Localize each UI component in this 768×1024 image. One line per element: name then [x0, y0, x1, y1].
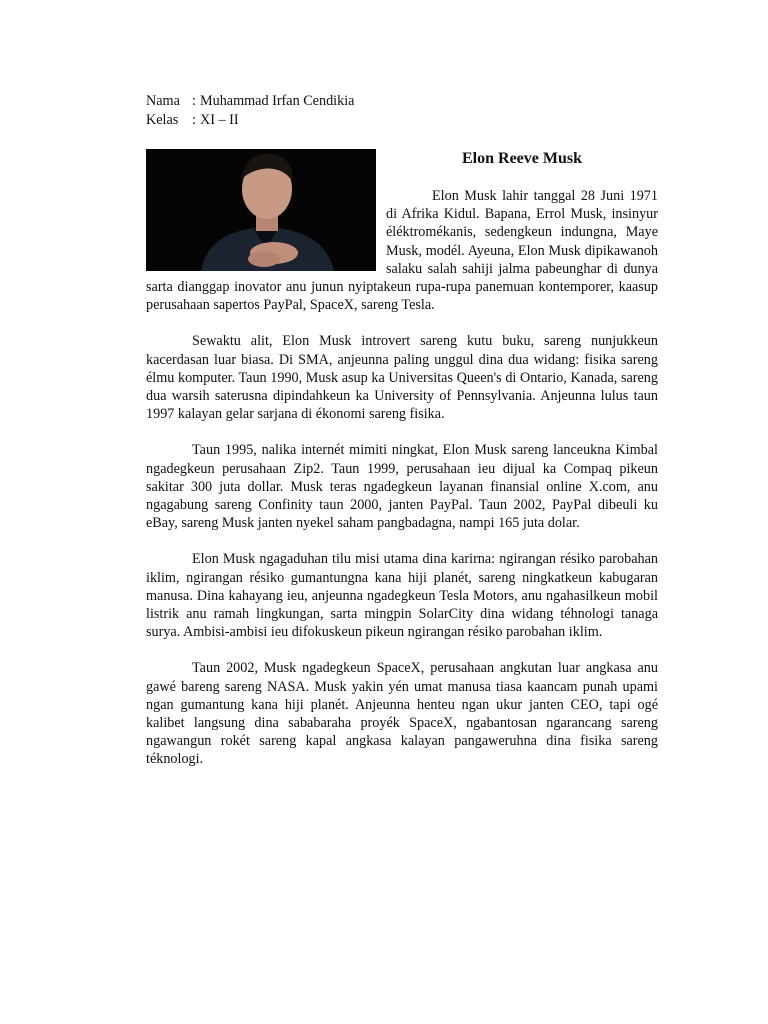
- article: [146, 149, 658, 769]
- paragraph-3: Taun 1995, nalika internét mimiti ningkat, Elon Musk sareng lanceukna Kimbal ngadegkeun perusahaan Zip2. Taun 1999, perusahaan ieu dijual ka Compaq pikeun sakitar 300 juta dollar. Musk teras ngadegkeun layanan finansial online X.com, anu ngagabung sareng Confinity taun 2000, janten PayPal. Taun 2002, PayPal dibeuli ku eBay, sareng Musk janten nyekel saham pangbadagna, nampi 165 juta dolar.: [146, 442, 658, 532]
- student-info: [146, 92, 658, 130]
- name-row: [146, 92, 658, 111]
- portrait-illustration: [146, 149, 376, 271]
- portrait-photo: [146, 149, 376, 271]
- name-label: Nama: [146, 93, 180, 109]
- name-separator: :: [192, 93, 196, 109]
- name-value: Muhammad Irfan Cendikia: [200, 93, 355, 109]
- article-title: Elon Reeve Musk: [462, 150, 582, 167]
- paragraph-5: Taun 2002, Musk ngadegkeun SpaceX, perusahaan angkutan luar angkasa anu gawé bareng sareng NASA. Musk yakin yén umat manusa tiasa kaancam punah upami ngan gumantung kana hiji planét. Anjeunna henteu ngan ukur janten CEO, tapi ogé kalibet langsung dina sababaraha proyék SpaceX, ngabantosan ngarancang sareng ngawangun rokét sareng kapal angkasa kalayan pangaweruhna dina fisika sareng téknologi.: [146, 660, 658, 768]
- paragraph-2: Sewaktu alit, Elon Musk introvert sareng kutu buku, sareng nunjukkeun kacerdasan luar biasa. Di SMA, anjeunna paling unggul dina dua widang: fisika sareng élmu komputer. Taun 1990, Musk asup ka Universitas Queen's di Ontario, Kanada, sareng dua warsih saterusna dipindahkeun ka University of Pennsylvania. Anjeunna lulus taun 1997 kalayan gelar sarjana di ékonomi sareng fisika.: [146, 333, 658, 423]
- paragraph-1: Elon Musk lahir tanggal 28 Juni 1971 di Afrika Kidul. Bapana, Errol Musk, insinyur éléktromékanis, sedengkeun indungna, Maye Musk, modél. Ayeuna, Elon Musk dipikawanoh salaku salah sahiji jalma pabeunghar di dunya sarta dianggap inovator anu junun nyiptakeun rupa-rupa panemuan kontemporer, kaasup perusahaan sapertos PayPal, SpaceX, sareng Tesla.: [146, 188, 658, 314]
- class-label: Kelas: [146, 112, 179, 128]
- paragraph-4: Elon Musk ngagaduhan tilu misi utama dina karirna: ngirangan résiko parobahan iklim, ngirangan résiko gumantungna kana hiji planét, sareng ningkatkeun kabugaran manusa. Dina kahayang ieu, anjeunna ngadegkeun Tesla Motors, anu ngahasilkeun mobil listrik anu ramah lingkungan, sarta mingpin SolarCity dina widang téhnologi tanaga surya. Ambisi-ambisi ieu difokuskeun pikeun ngirangan résiko parobahan iklim.: [146, 551, 658, 641]
- class-value: XI – II: [200, 112, 239, 128]
- class-separator: :: [192, 112, 196, 128]
- class-row: [146, 111, 658, 130]
- document-page: [146, 92, 658, 787]
